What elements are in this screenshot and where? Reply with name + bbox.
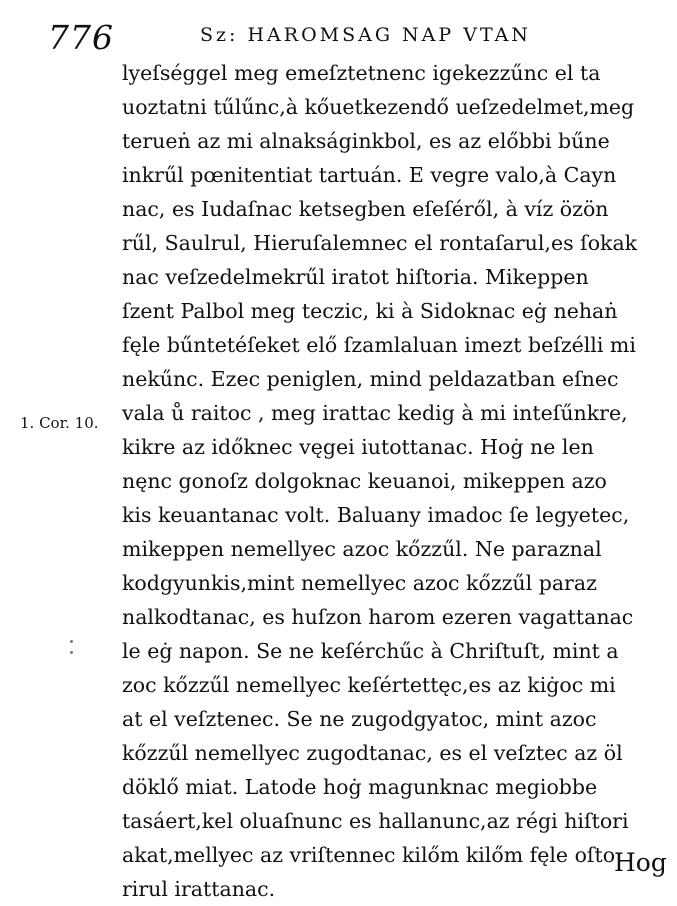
text-line: kikre az időknec vęgei iutottanac. Hoġ ne len bbox=[122, 435, 594, 459]
text-line: lyeſséggel meg emeſztetnenc igekezzűnc el ta bbox=[122, 61, 601, 85]
margin-ink-specks bbox=[70, 640, 76, 670]
body-text bbox=[122, 56, 662, 906]
text-line: tasáert,kel oluaſnunc es hallanunc,az régi hiſtori bbox=[122, 809, 629, 833]
catchword: Hog bbox=[614, 848, 667, 877]
text-line: mikeppen nemellyec azoc kőzzűl. Ne paraznal bbox=[122, 537, 602, 561]
running-head bbox=[0, 14, 677, 57]
text-line: döklő miat. Latode hoġ magunknac megiobbe bbox=[122, 775, 598, 799]
text-line: le eġ napon. Se ne keſérchűc à Chriſtuſt, mint a bbox=[122, 639, 619, 663]
text-line: nęnc gonoſz dolgoknac keuanoi, mikeppen azo bbox=[122, 469, 607, 493]
running-head-title: Sz: HAROMSAG NAP VTAN bbox=[200, 24, 531, 46]
text-line: kőzzűl nemellyec zugodtanac, es el veſztec az öl bbox=[122, 741, 623, 765]
text-line: rűl, Saulrul, Hieruſalemnec el rontaſarul,es ſokak bbox=[122, 231, 638, 255]
margin-note-reference: 1. Cor. 10. bbox=[20, 414, 99, 432]
text-line: at el veſztenec. Se ne zugodgyatoc, mint azoc bbox=[122, 707, 597, 731]
text-line: kodgyunkis,mint nemellyec azoc kőzzűl paraz bbox=[122, 571, 597, 595]
text-line: zoc kőzzűl nemellyec keſértettęc,es az kiġoc mi bbox=[122, 673, 616, 697]
text-line: akat,mellyec az vriſtennec kilőm kilőm fęle oſto bbox=[122, 843, 616, 867]
text-line: nac veſzedelmekrűl iratot hiſtoria. Mikeppen bbox=[122, 265, 589, 289]
text-line: inkrűl pœnitentiat tartuán. E vegre valo,à Cayn bbox=[122, 163, 617, 187]
text-line: terueṅ az mi alnakságinkbol, es az előbbi bűne bbox=[122, 129, 610, 153]
text-line: ſzent Palbol meg teczic, ki à Sidoknac eġ nehaṅ bbox=[122, 299, 618, 323]
text-line: rirul irattanac. bbox=[122, 877, 276, 901]
page-number: 776 bbox=[48, 18, 114, 57]
text-line: uoztatni tűlűnc,à kőuetkezendő ueſzedelmet,meg bbox=[122, 95, 635, 119]
text-line: fęle bűntetéſeket elő ſzamlaluan imezt beſzélli mi bbox=[122, 333, 636, 357]
text-line: kis keuantanac volt. Baluany imadoc ſe legyetec, bbox=[122, 503, 630, 527]
text-line: nalkodtanac, es huſzon harom ezeren vagattanac bbox=[122, 605, 634, 629]
text-line: nekűnc. Ezec peniglen, mind peldazatban eſnec bbox=[122, 367, 619, 391]
text-line: nac, es Iudaſnac ketsegben eſeſéről, à víz özön bbox=[122, 197, 609, 221]
text-line: vala ů raitoc , meg irattac kedig à mi inteſűnkre, bbox=[122, 401, 628, 425]
